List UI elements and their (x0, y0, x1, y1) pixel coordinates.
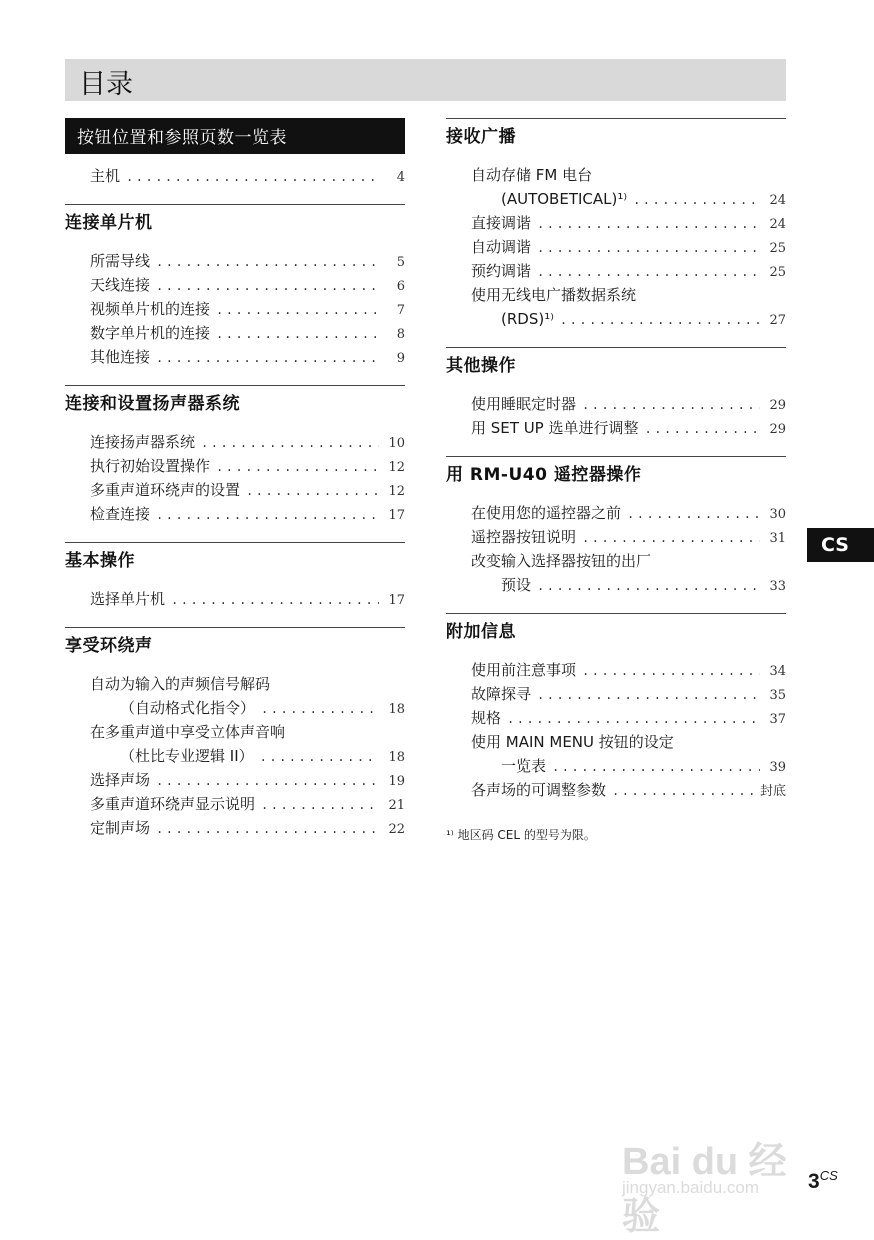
dot-leader (261, 697, 379, 721)
toc-entry-label: (RDS)¹⁾ (501, 310, 554, 328)
toc-page-number: 25 (769, 241, 786, 256)
toc-entry-label: 多重声道环绕声的设置 (90, 481, 241, 499)
section-heading: 连接单片机 (65, 213, 153, 233)
toc-entry[interactable] (90, 249, 405, 273)
toc-entry-label: 预设 (501, 576, 532, 594)
dot-leader (507, 707, 760, 731)
toc-entry-label: 天线连接 (90, 276, 151, 294)
dot-leader (216, 298, 379, 322)
toc-entry[interactable] (471, 392, 786, 416)
toc-section (446, 347, 786, 456)
toc-item-list (446, 491, 786, 613)
title-bar (65, 59, 786, 101)
dot-leader (537, 212, 760, 236)
toc-entry-label: 预约调谐 (471, 262, 532, 280)
toc-entry[interactable] (90, 321, 405, 345)
toc-entry-label: 其他连接 (90, 348, 151, 366)
toc-page-number: 31 (769, 531, 786, 546)
toc-page-number: 18 (388, 750, 405, 765)
toc-section (65, 118, 405, 204)
toc-entry-label: （杜比专业逻辑 II） (120, 747, 254, 765)
toc-page-number: 7 (396, 303, 405, 318)
toc-entry[interactable] (90, 768, 405, 792)
toc-entry[interactable] (471, 501, 786, 525)
toc-item-list (446, 648, 786, 818)
dot-leader (260, 745, 379, 769)
toc-entry-label: 各声场的可调整参数 (471, 781, 607, 799)
toc-entry-label: 所需导线 (90, 252, 151, 270)
toc-item-list (65, 662, 405, 856)
section-heading: 基本操作 (65, 551, 135, 571)
toc-entry-line[interactable]: 使用无线电广播数据系统 (471, 286, 637, 304)
toc-entry-label: 使用睡眠定时器 (471, 395, 577, 413)
toc-item-list (65, 154, 405, 204)
toc-page-number: 12 (388, 484, 405, 499)
toc-page-number: 25 (769, 265, 786, 280)
toc-page-number: 8 (396, 327, 405, 342)
toc-entry[interactable] (90, 502, 405, 526)
toc-entry-label: 检查连接 (90, 505, 151, 523)
toc-section (446, 456, 786, 613)
dot-leader (582, 393, 760, 417)
toc-entry[interactable] (90, 164, 405, 188)
toc-page-number: 17 (388, 508, 405, 523)
toc-entry-label: 视频单片机的连接 (90, 300, 211, 318)
toc-page-number: 33 (769, 579, 786, 594)
toc-entry[interactable] (471, 573, 786, 597)
toc-item-list (65, 420, 405, 542)
toc-entry-label: 定制声场 (90, 819, 151, 837)
toc-item-list (446, 153, 786, 347)
toc-section (446, 118, 786, 347)
toc-entry-label: 数字单片机的连接 (90, 324, 211, 342)
toc-entry-label: 遥控器按钮说明 (471, 528, 577, 546)
toc-entry[interactable] (90, 587, 405, 611)
dot-leader (156, 817, 379, 841)
toc-entry-label: 使用前注意事项 (471, 661, 577, 679)
dot-leader (216, 455, 379, 479)
dot-leader (645, 417, 761, 441)
section-heading: 用 RM-U40 遥控器操作 (446, 465, 642, 485)
left-column (65, 118, 405, 856)
dot-leader (582, 659, 760, 683)
dot-leader (156, 769, 379, 793)
toc-entry-label: 执行初始设置操作 (90, 457, 211, 475)
toc-page-number: 35 (769, 688, 786, 703)
toc-entry[interactable] (471, 307, 786, 331)
toc-entry-label: 选择声场 (90, 771, 151, 789)
toc-entry-label: 多重声道环绕声显示说明 (90, 795, 256, 813)
toc-entry[interactable] (471, 187, 786, 211)
toc-entry[interactable] (471, 682, 786, 706)
dot-leader (171, 588, 379, 612)
toc-entry[interactable] (471, 211, 786, 235)
toc-item-list (446, 382, 786, 456)
toc-entry[interactable] (90, 792, 405, 816)
dot-leader (633, 188, 760, 212)
dot-leader (537, 260, 760, 284)
toc-entry[interactable] (90, 744, 405, 768)
toc-entry[interactable] (471, 416, 786, 440)
toc-entry[interactable] (471, 525, 786, 549)
right-column (446, 118, 786, 843)
toc-entry[interactable] (90, 816, 405, 840)
dot-leader (216, 322, 379, 346)
toc-page-number: 9 (396, 351, 405, 366)
toc-section (65, 385, 405, 542)
toc-entry-label: （自动格式化指令） (120, 699, 256, 717)
dot-leader (537, 683, 760, 707)
section-heading: 接收广播 (446, 127, 516, 147)
toc-entry-label: 一览表 (501, 757, 547, 775)
toc-section (65, 542, 405, 627)
page-number-value: 3 (808, 1170, 820, 1193)
toc-entry-label: (AUTOBETICAL)¹⁾ (501, 190, 628, 208)
section-heading: 按钮位置和参照页数一览表 (65, 118, 405, 154)
dot-leader (537, 574, 760, 598)
language-tab: CS (807, 528, 874, 562)
toc-page-number: 34 (769, 664, 786, 679)
toc-entry[interactable] (471, 706, 786, 730)
toc-section (65, 204, 405, 385)
dot-leader (156, 503, 379, 527)
toc-entry[interactable] (471, 778, 786, 802)
toc-entry[interactable] (471, 754, 786, 778)
watermark-sub: jingyan.baidu.com (622, 1178, 760, 1197)
dot-leader (201, 431, 379, 455)
toc-entry-line[interactable]: 自动存储 FM 电台 (471, 166, 593, 184)
toc-page-number: 5 (396, 255, 405, 270)
toc-entry-label: 用 SET UP 选单进行调整 (471, 419, 639, 437)
dot-leader (156, 250, 379, 274)
toc-page-number: 24 (769, 217, 786, 232)
dot-leader (156, 274, 379, 298)
toc-page-number: 30 (769, 507, 786, 522)
dot-leader (156, 346, 379, 370)
dot-leader (627, 502, 760, 526)
toc-section (65, 627, 405, 856)
toc-page-number: 22 (388, 822, 405, 837)
toc-entry-label: 选择单片机 (90, 590, 166, 608)
section-heading: 享受环绕声 (65, 636, 153, 656)
toc-entry-label: 直接调谐 (471, 214, 532, 232)
toc-page-number: 18 (388, 702, 405, 717)
dot-leader (261, 793, 379, 817)
dot-leader (246, 479, 379, 503)
toc-entry-line[interactable]: 在多重声道中享受立体声音响 (90, 723, 286, 741)
section-heading: 连接和设置扬声器系统 (65, 394, 240, 414)
toc-entry[interactable] (90, 430, 405, 454)
toc-page-number: 6 (396, 279, 405, 294)
page-number-suffix: CS (819, 1168, 838, 1183)
dot-leader (582, 526, 760, 550)
toc-page-number: 17 (388, 593, 405, 608)
toc-page-number: 37 (769, 712, 786, 727)
watermark-main: Bai du 经验 (622, 1141, 787, 1238)
toc-entry-label: 自动调谐 (471, 238, 532, 256)
toc-entry-label: 在使用您的遥控器之前 (471, 504, 622, 522)
dot-leader (552, 755, 760, 779)
toc-page-number: 10 (388, 436, 405, 451)
dot-leader (612, 779, 754, 803)
section-heading: 附加信息 (446, 622, 516, 642)
toc-page-number: 27 (769, 313, 786, 328)
toc-entry[interactable] (90, 478, 405, 502)
toc-page-number: 39 (769, 760, 786, 775)
toc-entry-label: 规格 (471, 709, 502, 727)
footnote: ¹⁾ 地区码 CEL 的型号为限。 (446, 828, 596, 842)
toc-entry[interactable] (471, 259, 786, 283)
toc-page-number: 21 (388, 798, 405, 813)
toc-item-list (65, 239, 405, 385)
dot-leader (560, 308, 760, 332)
page-title: 目录 (79, 69, 133, 100)
dot-leader (126, 165, 379, 189)
toc-page-number: 29 (769, 398, 786, 413)
toc-page-number: 12 (388, 460, 405, 475)
toc-entry-label: 故障探寻 (471, 685, 532, 703)
toc-page-number: 19 (388, 774, 405, 789)
dot-leader (537, 236, 760, 260)
toc-entry[interactable] (90, 273, 405, 297)
toc-section (446, 613, 786, 818)
section-heading: 其他操作 (446, 356, 516, 376)
toc-item-list (65, 577, 405, 627)
toc-entry[interactable] (90, 454, 405, 478)
toc-entry-line[interactable]: 自动为输入的声频信号解码 (90, 675, 271, 693)
toc-entry[interactable] (90, 345, 405, 369)
toc-page-number: 4 (396, 170, 405, 185)
toc-page-number: 24 (769, 193, 786, 208)
toc-page-number: 29 (769, 422, 786, 437)
toc-entry-line[interactable]: 改变输入选择器按钮的出厂 (471, 552, 652, 570)
toc-entry-label: 主机 (90, 167, 121, 185)
toc-page-number: 封底 (759, 784, 786, 799)
watermark-logo (617, 1108, 817, 1238)
toc-entry[interactable] (90, 696, 405, 720)
toc-entry[interactable] (471, 658, 786, 682)
toc-entry[interactable] (471, 235, 786, 259)
toc-entry[interactable] (90, 297, 405, 321)
toc-entry-line[interactable]: 使用 MAIN MENU 按钮的设定 (471, 733, 674, 751)
toc-entry-label: 连接扬声器系统 (90, 433, 196, 451)
